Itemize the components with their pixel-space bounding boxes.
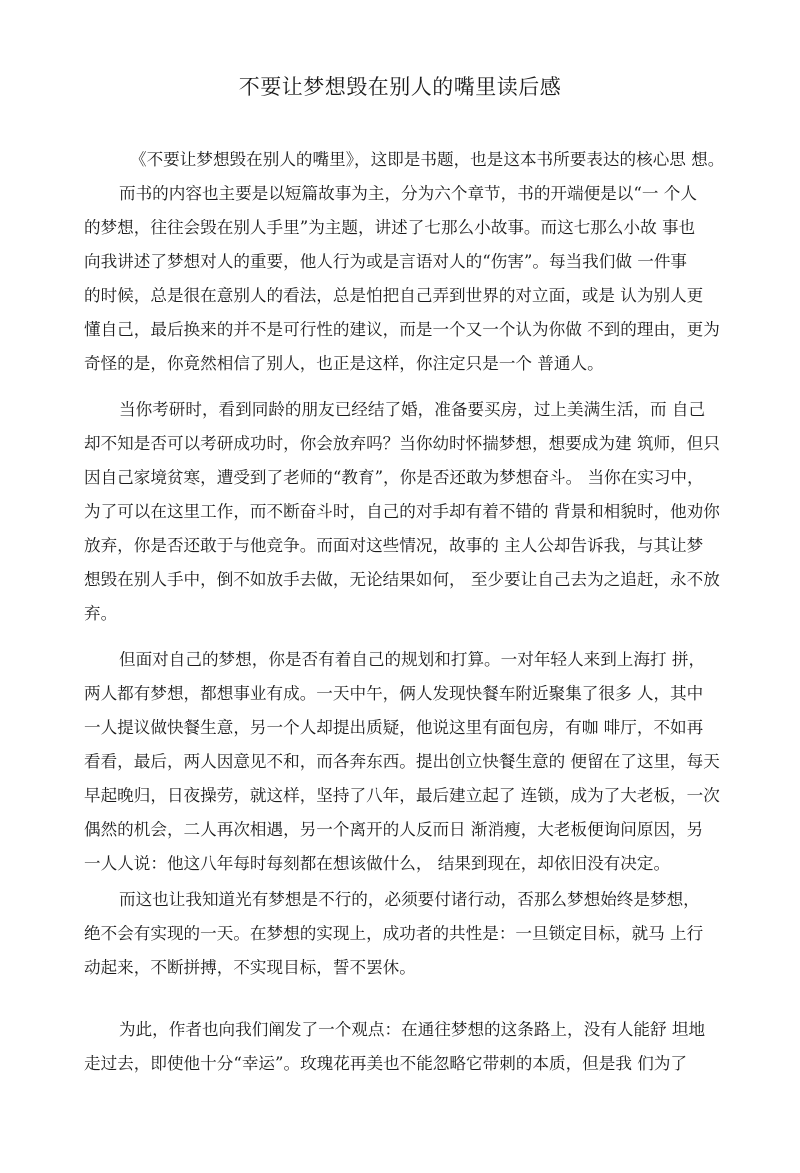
document-title: 不要让梦想毁在别人的嘴里读后感	[238, 75, 562, 99]
paragraph-4-line-1: 但面对自己的梦想，你是否有着自己的规划和打算。一对年轻人来到上海打 拼，	[119, 650, 706, 669]
paragraph-3-line-4: 为了可以在这里工作，而不断奋斗时，自己的对手却有着不错的 背景和相貌时，他劝你	[84, 502, 720, 521]
paragraph-3-line-6: 想毁在别人手中，倒不如放手去做，无论结果如何， 至少要让自己去为之追赶，永不放	[84, 570, 720, 589]
paragraph-3-line-3: 因自己家境贫寒，遭受到了老师的“教育”，你是否还敢为梦想奋斗。 当你在实习中，	[84, 468, 704, 487]
paragraph-5-line-3: 动起来，不断拼搏，不实现目标，誓不罢休。	[84, 958, 416, 977]
paragraph-2-line-5: 懂自己，最后换来的并不是可行性的建议，而是一个又一个认为你做 不到的理由，更为	[84, 320, 720, 339]
paragraph-6-line-2: 走过去，即使他十分“幸运”。玫瑰花再美也不能忽略它带刺的本质，但是我 们为了	[84, 1054, 688, 1073]
paragraph-3-line-2: 却不知是否可以考研成功时，你会放弃吗？当你幼时怀揣梦想，想要成为建 筑师，但只	[84, 434, 720, 453]
paragraph-2-line-2: 的梦想，往往会毁在别人手里”为主题，讲述了七那么小故事。而这七那么小故 事也	[84, 218, 696, 237]
paragraph-4-line-3: 一人提议做快餐生意，另一个人却提出质疑，他说这里有面包房，有咖 啡厅，不如再	[84, 718, 704, 737]
paragraph-2-line-4: 的时候，总是很在意别人的看法，总是怕把自己弄到世界的对立面，或是 认为别人更	[84, 286, 704, 305]
paragraph-4-line-5: 早起晚归，日夜操劳，就这样，坚持了八年，最后建立起了 连锁，成为了大老板，一次	[84, 786, 720, 805]
paragraph-4-line-4: 看看，最后，两人因意见不和，而各奔东西。提出创立快餐生意的 便留在了这里，每天	[84, 752, 720, 771]
paragraph-1-line-1: 《不要让梦想毁在别人的嘴里》，这即是书题，也是这本书所要表达的核心思 想。	[130, 150, 725, 169]
paragraph-5-line-2: 绝不会有实现的一天。在梦想的实现上，成功者的共性是：一旦锁定目标，就马 上行	[84, 924, 704, 943]
paragraph-4-line-6: 偶然的机会，二人再次相遇，另一个离开的人反而日 渐消瘦，大老板便询问原因，另	[84, 820, 704, 839]
paragraph-3-line-7: 弃。	[84, 604, 118, 623]
paragraph-2-line-1: 而书的内容也主要是以短篇故事为主，分为六个章节，书的开端便是以“一 个人	[119, 184, 697, 203]
paragraph-4-line-7: 一人人说：他这八年每时每刻都在想该做什么， 结果到现在，却依旧没有决定。	[84, 854, 671, 873]
paragraph-5-line-1: 而这也让我知道光有梦想是不行的，必须要付诸行动，否那么梦想始终是梦想，	[119, 890, 700, 909]
paragraph-2-line-6: 奇怪的是，你竟然相信了别人，也正是这样，你注定只是一个 普通人。	[84, 354, 604, 373]
paragraph-2-line-3: 向我讲述了梦想对人的重要，他人行为或是言语对人的“伤害”。每当我们做 一件事	[84, 252, 688, 271]
paragraph-6-line-1: 为此，作者也向我们阐发了一个观点：在通往梦想的这条路上，没有人能舒 坦地	[119, 1020, 706, 1039]
paragraph-4-line-2: 两人都有梦想，都想事业有成。一天中午，俩人发现快餐车附近聚集了很多 人，其中	[84, 684, 704, 703]
paragraph-3-line-1: 当你考研时，看到同龄的朋友已经结了婚，准备要买房，过上美满生活，而 自己	[119, 400, 706, 419]
paragraph-3-line-5: 放弃，你是否还敢于与他竞争。而面对这些情况，故事的 主人公却告诉我，与其让梦	[84, 536, 704, 555]
